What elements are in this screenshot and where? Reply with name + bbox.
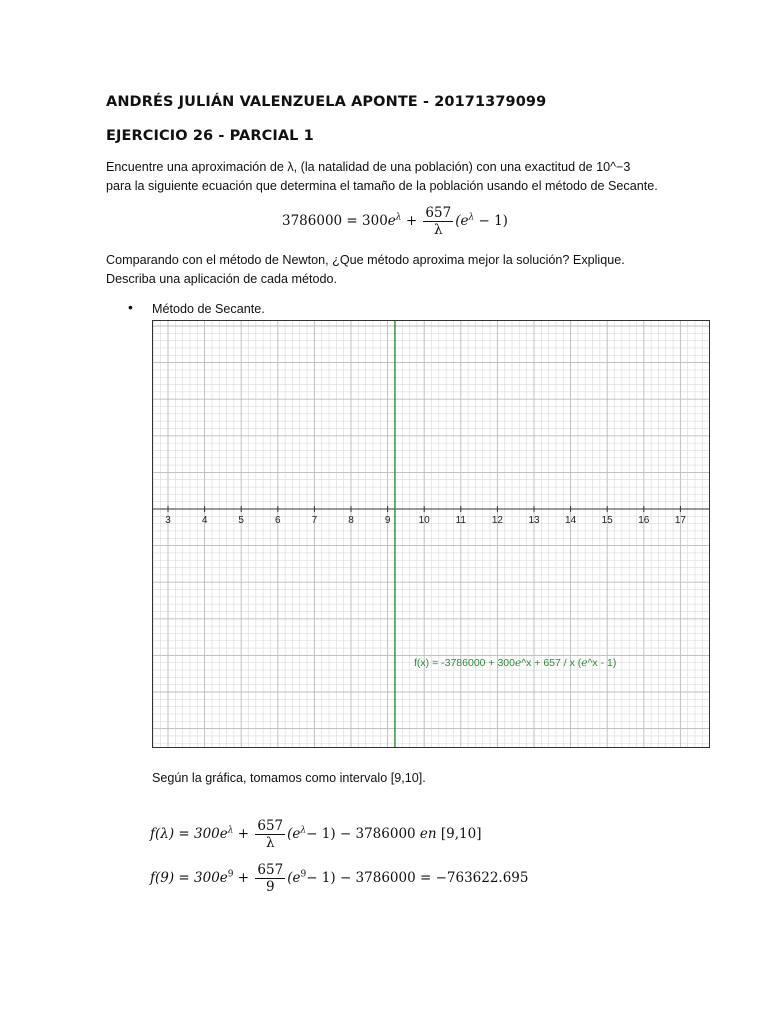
- x-tick-label: 8: [348, 515, 354, 526]
- population-equation: $3786000 = 300e^\lambda$ + $\frac{657}{\lambda}$ $(e^\lambda - 1)$: [282, 205, 508, 238]
- intro-line-1: Encuentre una aproximación de λ, (la natalidad de una población) con una exactitud de 10^−3: [106, 160, 631, 174]
- x-tick-label: 7: [311, 515, 318, 526]
- x-tick-label: 10: [418, 515, 430, 526]
- function-graph: [152, 320, 710, 748]
- bullet-icon: •: [128, 299, 133, 315]
- question-line-1: Comparando con el método de Newton, ¿Que método aproxima mejor la solución? Explique.: [106, 253, 625, 267]
- x-tick-label: 17: [674, 515, 686, 526]
- x-tick-label: 16: [638, 515, 650, 526]
- author-heading: ANDRÉS JULIÁN VALENZUELA APONTE - 20171379099: [106, 94, 547, 110]
- x-tick-label: 5: [238, 515, 244, 526]
- interval-note: Según la gráfica, tomamos como intervalo [9,10].: [152, 771, 426, 785]
- intro-line-2: para la siguiente ecuación que determina el tamaño de la población usando el método de Secante.: [106, 179, 658, 193]
- x-tick-label: 12: [491, 515, 503, 526]
- bullet-label: Método de Secante.: [152, 302, 265, 316]
- exercise-heading: EJERCICIO 26 - PARCIAL 1: [106, 128, 314, 144]
- x-tick-label: 13: [528, 515, 540, 526]
- question-line-2: Describa una aplicación de cada método.: [106, 272, 338, 286]
- x-tick-label: 14: [565, 515, 577, 526]
- function-definition: $f(\lambda) = 300e^\lambda$ + $\frac{657}{\lambda}$ $(e^\lambda- 1) - 3786000$ en [9,10]: [150, 818, 482, 851]
- function-at-9: $f(9) = 300e^9$ + $\frac{657}{9}$ $(e^9- 1) - 3786000 = -763622.695$: [150, 862, 529, 895]
- function-label: f(x) = -3786000 + 300ℯ^x + 657 / x (ℯ^x - 1): [414, 657, 617, 669]
- x-tick-label: 11: [455, 515, 466, 526]
- graph-canvas: [153, 321, 709, 747]
- x-tick-label: 15: [601, 515, 613, 526]
- x-tick-label: 3: [165, 515, 171, 526]
- x-tick-label: 9: [384, 515, 391, 526]
- x-tick-label: 4: [201, 515, 208, 526]
- x-tick-label: 6: [275, 515, 281, 526]
